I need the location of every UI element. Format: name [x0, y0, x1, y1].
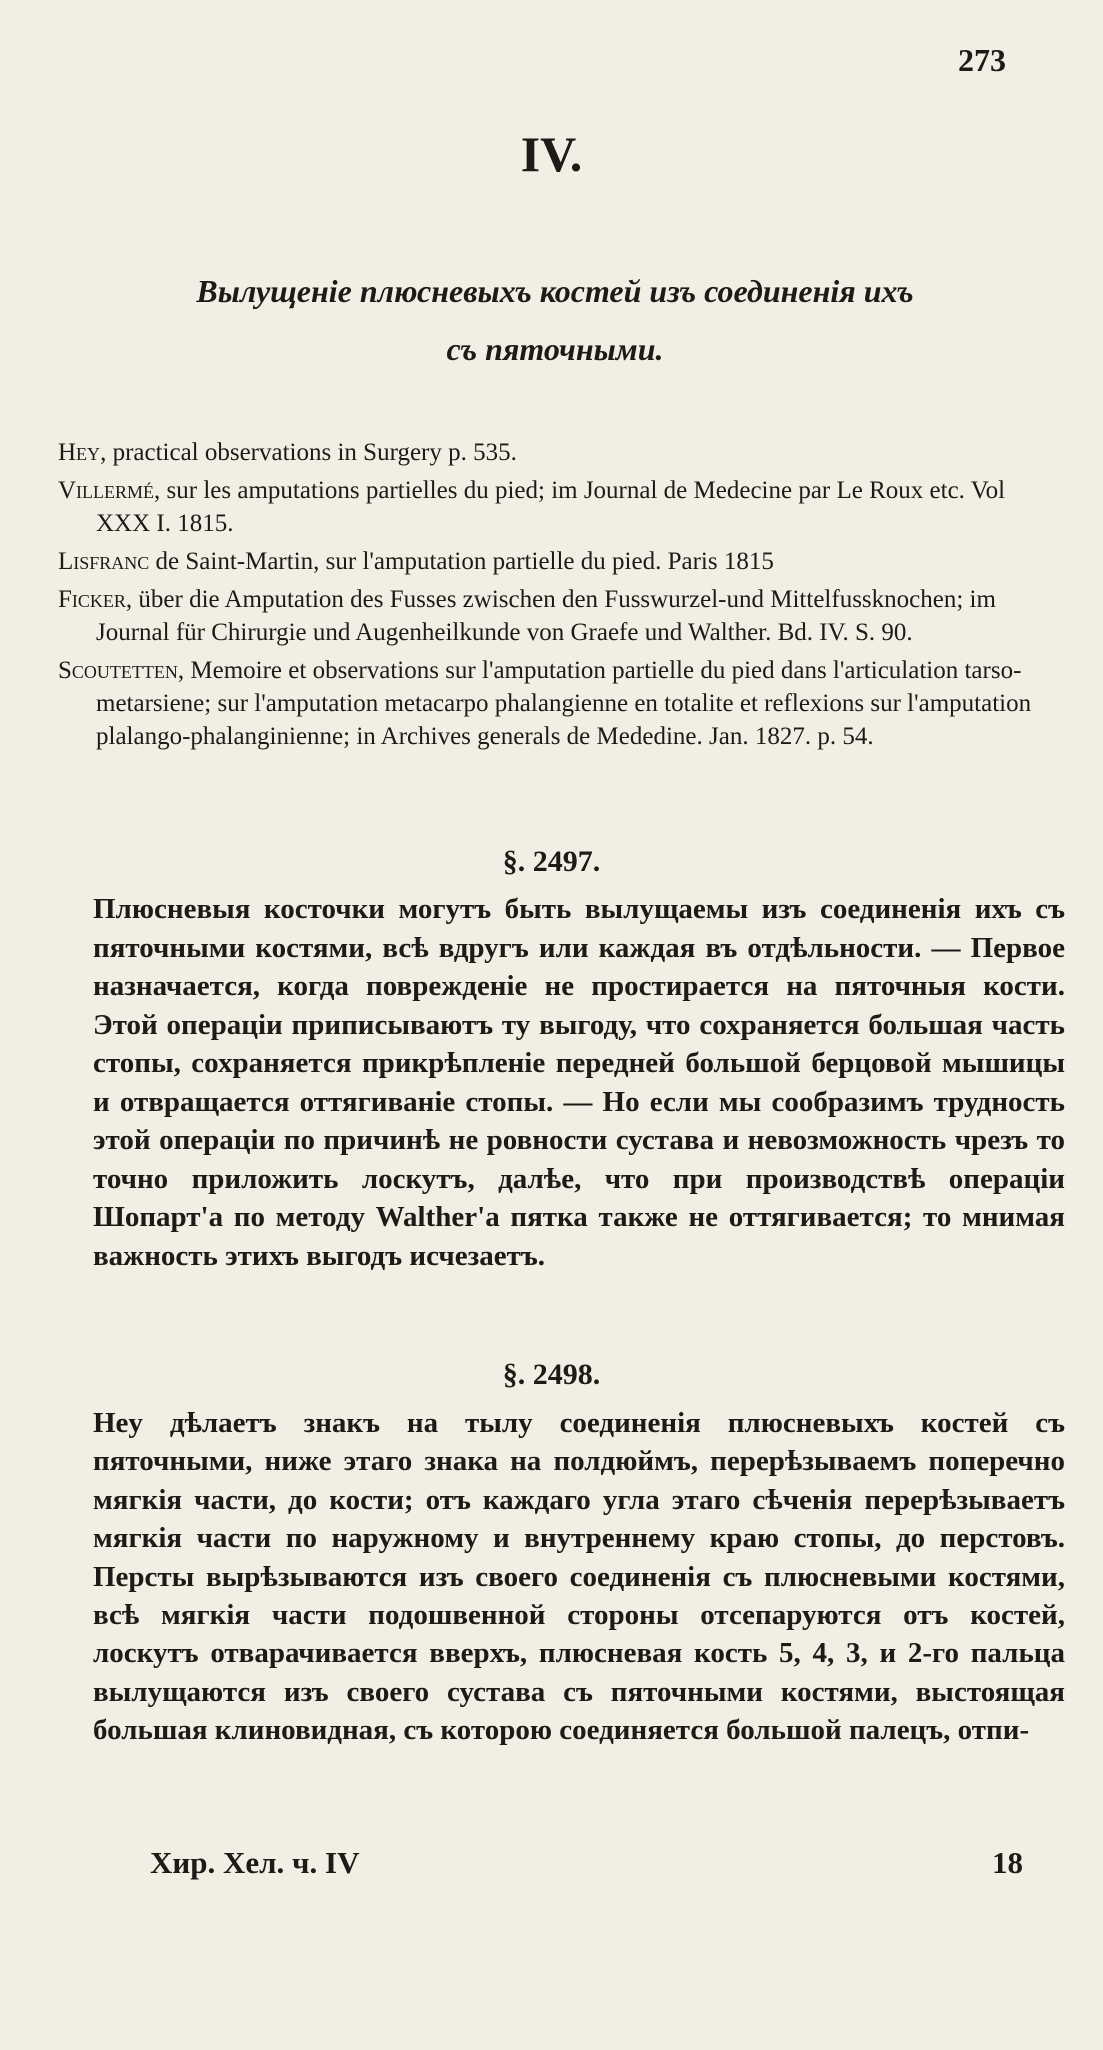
- section-heading-2497: §. 2497.: [502, 845, 601, 878]
- reference-text: de Saint-Martin, sur l'amputation partielle du pied. Paris 1815: [149, 548, 774, 575]
- reference-item: [58, 545, 1038, 578]
- reference-item: [58, 436, 1038, 469]
- reference-author: Scoutetten: [58, 657, 178, 684]
- reference-list: [58, 436, 1038, 758]
- reference-author: Hey: [58, 439, 101, 466]
- chapter-title-line-1: Вылущенiе плюсневыхъ костей изъ соединенiя ихъ: [196, 273, 914, 309]
- reference-item: [58, 474, 1038, 540]
- reference-text: , Memoire et observations sur l'amputation partielle du pied dans l'articulation tarso-metarsiene; sur l'amputation metacarpo phalangienne en totalite et reflexions sur l'amputation plalango-phalanginienne; in Archives generals de Mededine. Jan. 1827. p. 54.: [96, 657, 1032, 750]
- reference-text: , sur les amputations partielles du pied; im Journal de Medecine par Le Roux etc. Vol XXX I. 1815.: [96, 477, 1006, 537]
- reference-author: Villermé: [58, 477, 155, 504]
- footer-signature: Хир. Хел. ч. IV: [150, 1845, 360, 1880]
- section-heading-2498: §. 2498.: [502, 1358, 601, 1391]
- section-text-2497: Плюсневыя косточки могутъ быть вылущаемы изъ соединенiя ихъ съ пяточными костями, всѣ вдругъ или каждая въ отдѣльности. — Первое назначается, когда поврежденiе не простирается на пяточныя кости. Этой операцiи приписываютъ ту выгоду, что сохраняется большая часть стопы, сохраняется прикрѣпленiе передней большой берцовой мышицы и отвращается оттягиванiе стопы. — Но если мы сообразимъ трудность этой операцiи по причинѣ не ровности сустава и невозможность чрезъ то точно приложить лоскутъ, далѣе, что при производствѣ операцiи Шопарт'а по методу Walther'а пятка также не оттягивается; то мнимая важность этихъ выгодъ исчезаетъ.: [93, 893, 1065, 1272]
- reference-item: [58, 654, 1038, 753]
- section-text-2498: Hey дѣлаетъ знакъ на тылу соединенiя плюсневыхъ костей съ пяточными, ниже этаго знака на полдюймъ, перерѣзываемъ поперечно мягкiя части, до кости; отъ каждаго угла этаго сѣченiя перерѣзываетъ мягкiя части по наружному и внутреннему краю стопы, до перстовъ. Персты вырѣзываются изъ своего соединенiя съ плюсневыми костями, всѣ мягкiя части подошвенной стороны отсепаруются отъ костей, лоскутъ отварачивается вверхъ, плюсневая кость 5, 4, 3, и 2-го пальца вылущаются изъ своего сустава съ пяточными костями, выстоящая большая клиновидная, съ которою соединяется большой палецъ, отпи-: [93, 1407, 1065, 1747]
- chapter-title: [60, 262, 1050, 378]
- reference-item: [58, 583, 1038, 649]
- reference-text: , practical observations in Surgery p. 535.: [100, 439, 517, 466]
- chapter-title-line-2: съ пяточными.: [446, 331, 664, 367]
- page-number: 273: [958, 42, 1006, 78]
- reference-text: , über die Amputation des Fusses zwischen den Fusswurzel-und Mittelfussknochen; im Journal für Chirurgie und Augenheilkunde von Graefe und Walther. Bd. IV. S. 90.: [96, 586, 996, 646]
- chapter-number: IV.: [520, 126, 583, 182]
- footer-sheet-number: 18: [992, 1845, 1023, 1880]
- reference-author: Lisfranc: [58, 548, 150, 575]
- reference-author: Ficker: [58, 586, 126, 613]
